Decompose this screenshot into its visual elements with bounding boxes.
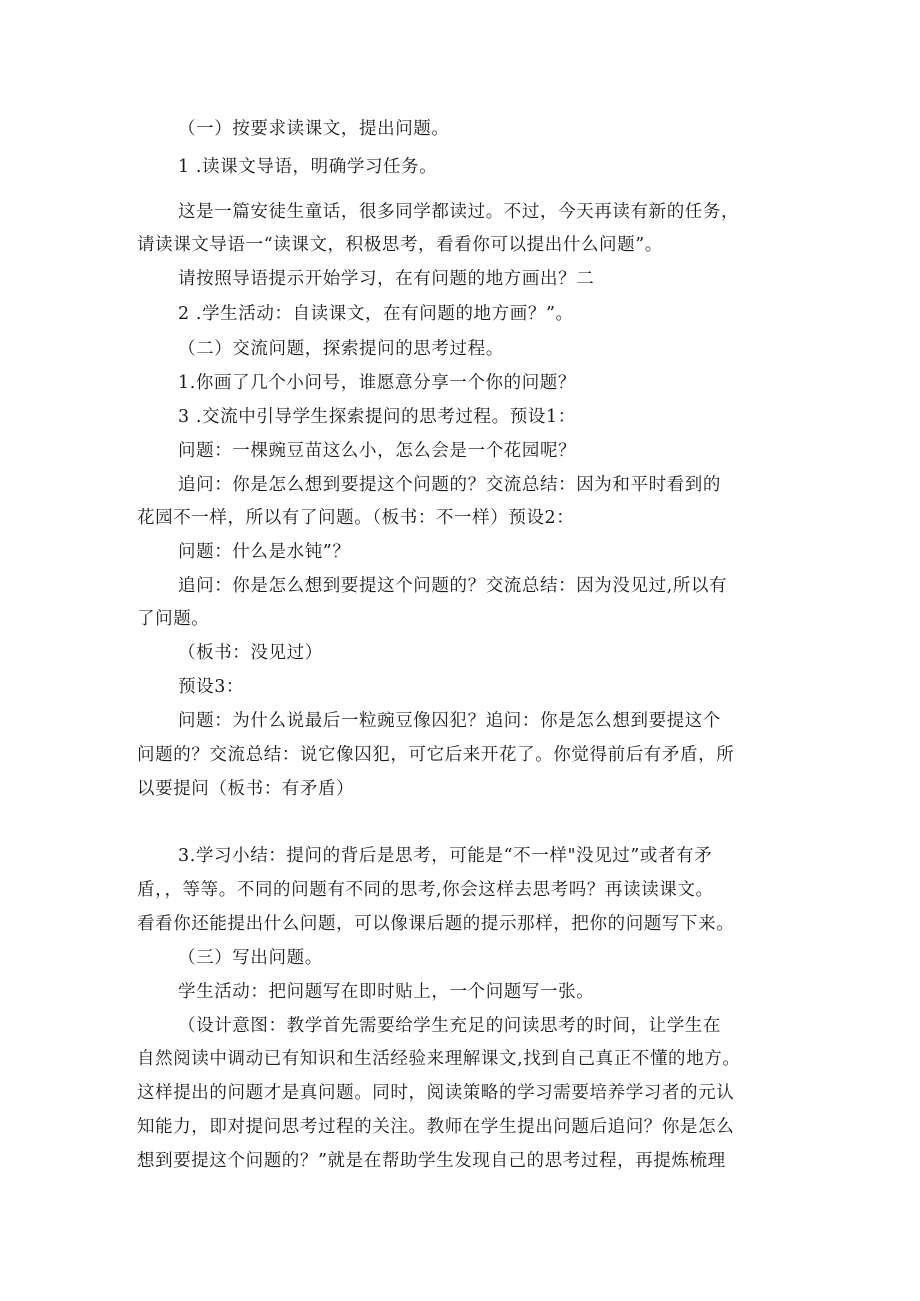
paragraph-line: 想到要提这个问题的？”就是在帮助学生发现自己的思考过程，再提炼梳理 (137, 1151, 726, 1171)
paragraph-line: 盾，，等等。不同的问题有不同的思考,你会这样去思考吗？再读读课文。 (137, 880, 714, 900)
paragraph-line: 这是一篇安徒生童话，很多同学都读过。不过，今天再读有新的任务， (178, 202, 740, 222)
paragraph-line: 请读课文导语一“读课文，积极思考，看看你可以提出什么问题”。 (137, 235, 663, 255)
paragraph-line: 请按照导语提示开始学习，在有问题的地方画出？二 (178, 269, 595, 289)
question-line: 问题：为什么说最后一粒豌豆像囚犯？追问：你是怎么想到要提这个 (178, 711, 721, 731)
question-line: 问题：一棵豌豆苗这么小，怎么会是一个花园呢？ (178, 441, 577, 461)
paragraph-line: 这样提出的问题才是真问题。同时，阅读策略的学习需要培养学习者的元认 (137, 1083, 735, 1103)
question-line: 问题：什么是水钝”？ (178, 542, 351, 562)
list-item-3: 3 .交流中引导学生探索提问的思考过程。预设1： (178, 407, 576, 427)
preset-label: 预设3： (178, 677, 245, 697)
board-note: （板书：没见过） (178, 643, 323, 663)
follow-up-line: 追问：你是怎么想到要提这个问题的？交流总结：因为和平时看到的 (178, 475, 721, 495)
design-intent-line: （设计意图：教学首先需要给学生充足的问读思考的时间，让学生在 (178, 1016, 721, 1036)
section-heading-2: （二）交流问题，探索提问的思考过程。 (178, 339, 504, 359)
paragraph-line: 看看你还能提出什么问题，可以像课后题的提示那样，把你的问题写下来。 (137, 914, 735, 934)
paragraph-line: 花园不一样，所以有了问题。（板书：不一样）预设2： (137, 508, 575, 528)
paragraph-line: 问题的？交流总结：说它像囚犯，可它后来开花了。你觉得前后有矛盾，所 (137, 745, 735, 765)
list-item-2: 2 .学生活动：自读课文，在有问题的地方画？”。 (178, 304, 574, 324)
paragraph-line: 了问题。 (137, 609, 210, 629)
paragraph-line: 知能力，即对提问思考过程的关注。教师在学生提出问题后追问？你是怎么 (137, 1117, 735, 1137)
list-item-1: 1 .读课文导语，明确学习任务。 (178, 157, 438, 177)
follow-up-line: 追问：你是怎么想到要提这个问题的？交流总结：因为没见过,所以有 (178, 576, 728, 596)
paragraph-line: 自然阅读中调动已有知识和生活经验来理解课文,找到自己真正不懂的地方。 (137, 1049, 741, 1069)
section-heading-3: （三）写出问题。 (178, 948, 323, 968)
summary-line: 3.学习小结：提问的背后是思考，可能是“不一样"没见过”或者有矛 (178, 846, 713, 866)
paragraph-line: 以要提问（板书：有矛盾） (137, 779, 355, 799)
list-item-1: 1.你画了几个小问号，谁愿意分享一个你的问题？ (178, 373, 576, 393)
activity-line: 学生活动：把问题写在即时贴上，一个问题写一张。 (178, 982, 595, 1002)
section-heading-1: （一）按要求读课文，提出问题。 (178, 119, 450, 139)
